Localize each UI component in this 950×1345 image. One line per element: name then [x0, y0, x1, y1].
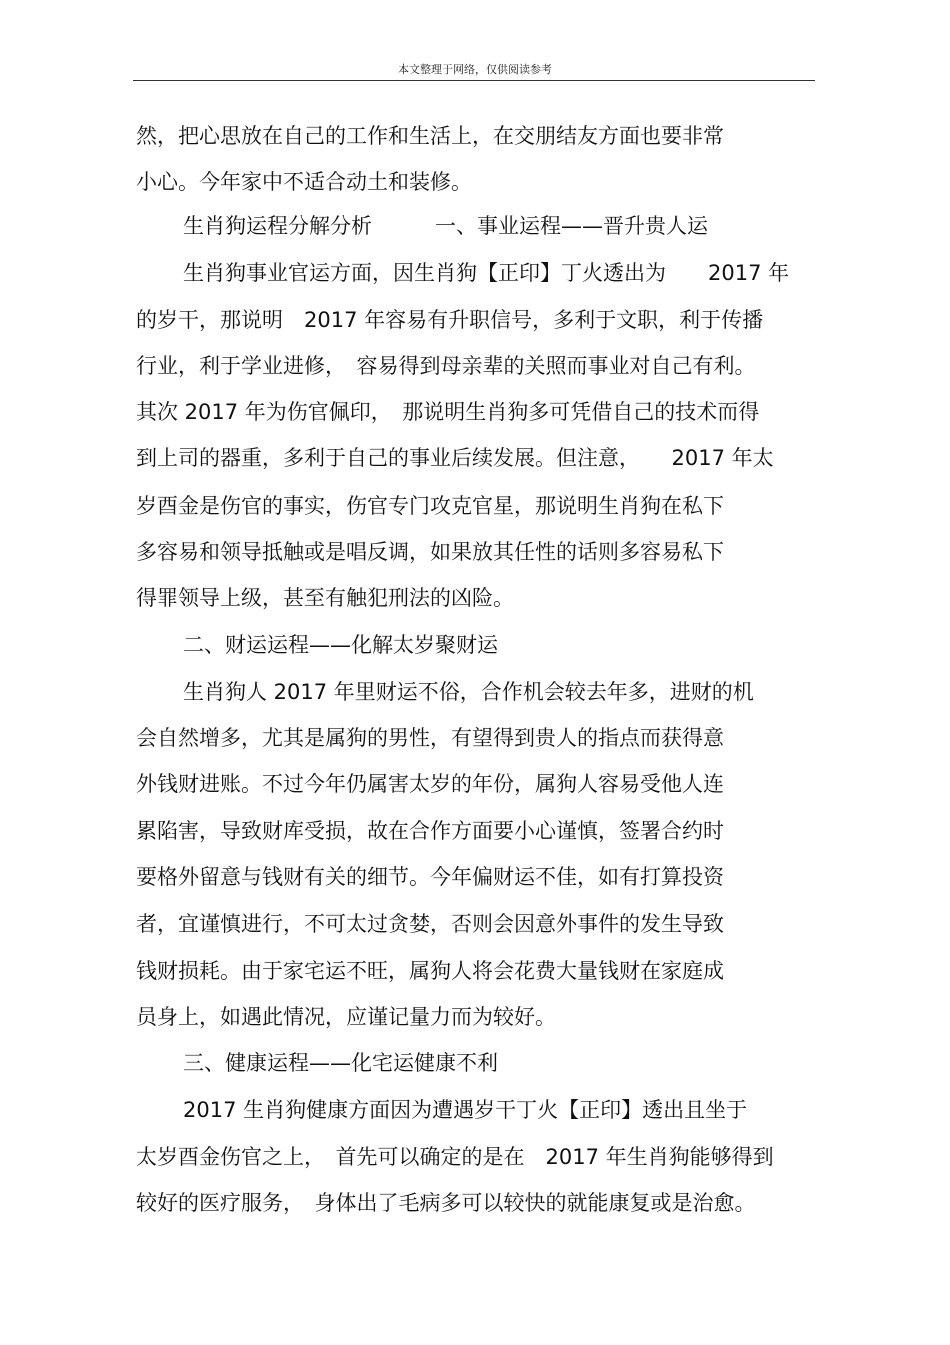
text-line: 2017 生肖狗健康方面因为遭遇岁干丁火【正印】透出且坐于	[183, 1098, 748, 1122]
section-heading-line: 三、健康运程——化宅运健康不利	[183, 1051, 498, 1075]
text-line: 得罪领导上级，甚至有触犯刑法的凶险。	[136, 586, 514, 610]
text-line: 累陷害，导致财库受损，故在合作方面要小心谨慎，签署合约时	[136, 819, 724, 843]
text-line: 其次 2017 年为伤官佩印， 那说明生肖狗多可凭借自己的技术而得	[136, 400, 760, 424]
text-line: 生肖狗人 2017 年里财运不俗，合作机会较去年多，进财的机	[183, 680, 754, 704]
text-line: 岁酉金是伤官的事实，伤官专门攻克官星，那说明生肖狗在私下	[136, 494, 724, 518]
text-line: 行业，利于学业进修， 容易得到母亲辈的关照而事业对自己有利。	[136, 354, 756, 378]
text-line: 到上司的器重，多利于自己的事业后续发展。但注意， 2017 年太	[136, 446, 774, 470]
section-heading-line: 二、财运运程——化解太岁聚财运	[183, 633, 498, 657]
text-line: 会自然增多，尤其是属狗的男性，有望得到贵人的指点而获得意	[136, 726, 724, 750]
text-line: 的岁干，那说明 2017 年容易有升职信号，多利于文职，利于传播	[136, 308, 764, 332]
text-line: 要格外留意与钱财有关的细节。今年偏财运不佳，如有打算投资	[136, 865, 724, 889]
text-line: 生肖狗事业官运方面，因生肖狗【正印】丁火透出为 2017 年	[183, 261, 790, 285]
text-line: 多容易和领导抵触或是唱反调，如果放其任性的话则多容易私下	[136, 540, 724, 564]
header-text: 本文整理于网络，仅供阅读参考	[398, 63, 552, 76]
text-line: 小心。今年家中不适合动土和装修。	[136, 170, 472, 194]
text-line: 太岁酉金伤官之上， 首先可以确定的是在 2017 年生肖狗能够得到	[136, 1145, 774, 1169]
section-heading-line: 生肖狗运程分解分析 一、事业运程——晋升贵人运	[183, 214, 708, 238]
text-line: 较好的医疗服务， 身体出了毛病多可以较快的就能康复或是治愈。	[136, 1191, 756, 1215]
text-line: 然，把心思放在自己的工作和生活上，在交朋结友方面也要非常	[136, 124, 724, 148]
text-line: 钱财损耗。由于家宅运不旺，属狗人将会花费大量钱财在家庭成	[136, 959, 724, 983]
header-divider	[133, 80, 815, 81]
text-line: 者，宜谨慎进行，不可太过贪婪，否则会因意外事件的发生导致	[136, 912, 724, 936]
text-line: 员身上，如遇此情况，应谨记量力而为较好。	[136, 1005, 556, 1029]
text-line: 外钱财进账。不过今年仍属害太岁的年份，属狗人容易受他人连	[136, 772, 724, 796]
